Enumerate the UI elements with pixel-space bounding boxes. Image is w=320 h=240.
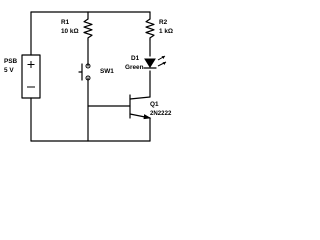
d1-value-label: Green [125, 64, 144, 71]
q1-ref-label: Q1 [150, 101, 159, 108]
r1-ref-label: R1 [61, 19, 70, 26]
q1-value-label: 2N2222 [150, 110, 172, 117]
r2-value-label: 1 kΩ [159, 28, 174, 35]
sw1-ref-label: SW1 [100, 68, 114, 75]
resistor-r2 [146, 19, 154, 40]
transistor-q1 [130, 95, 150, 119]
r1-value-label: 10 kΩ [61, 28, 79, 35]
led-light-arrows-icon [158, 56, 166, 66]
resistor-r1 [84, 19, 92, 40]
led-d1 [144, 56, 166, 68]
d1-ref-label: D1 [131, 55, 140, 62]
wiring [31, 12, 150, 141]
circuit-schematic [0, 0, 200, 151]
psb-ref-label: PSB [4, 58, 18, 65]
r2-ref-label: R2 [159, 19, 168, 26]
psb-value-label: 5 V [4, 67, 14, 74]
psb-battery [22, 55, 40, 98]
